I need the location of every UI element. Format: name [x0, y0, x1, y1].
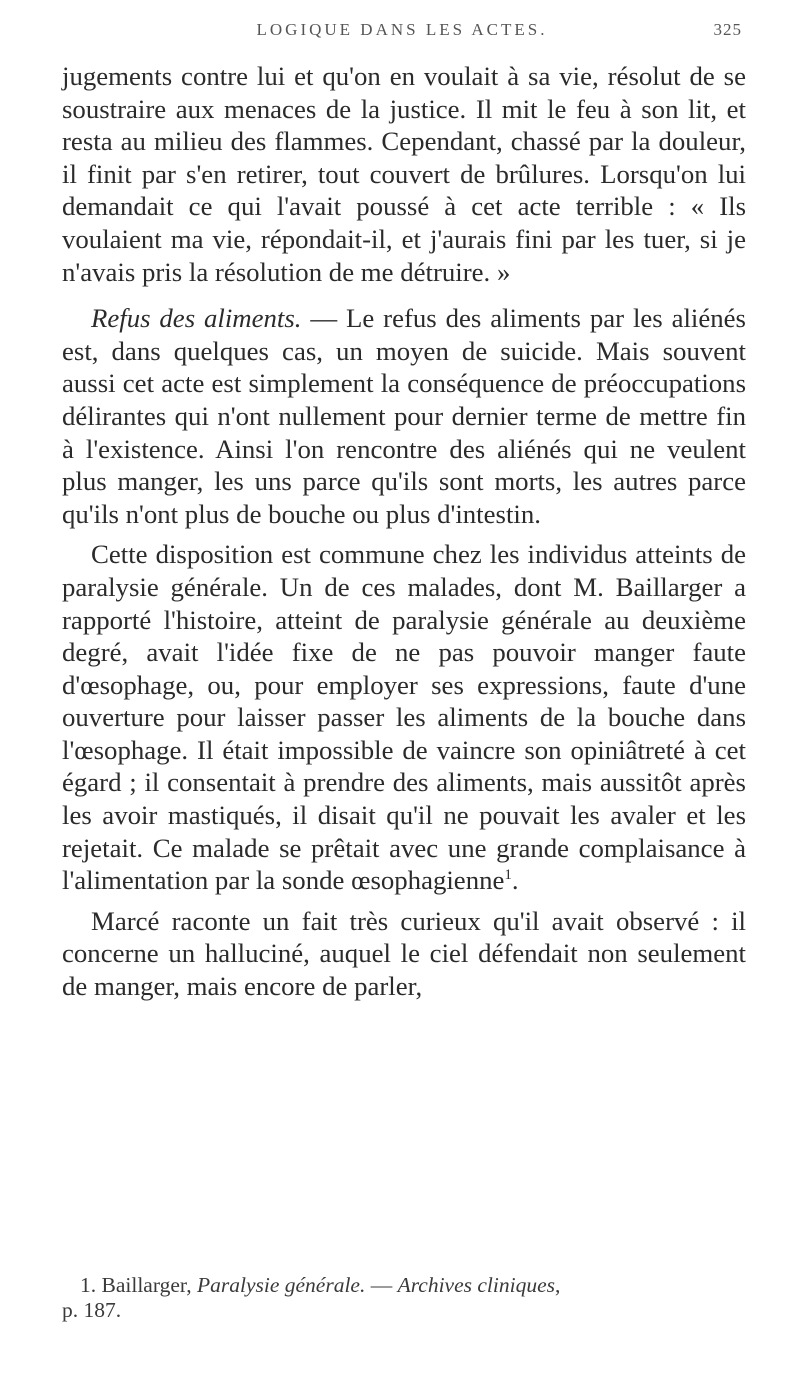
- running-title: LOGIQUE DANS LES ACTES.: [256, 20, 548, 39]
- paragraph-2: [62, 302, 746, 530]
- footnote-number: 1.: [80, 1273, 97, 1297]
- footnote-pages: p. 187.: [62, 1298, 122, 1322]
- footnote-author: Baillarger,: [96, 1273, 197, 1297]
- footnote-reference[interactable]: 1: [504, 867, 512, 884]
- running-head: [62, 20, 742, 50]
- paragraph-3: [62, 538, 746, 897]
- section-heading-refus-des-aliments: Refus des aliments.: [91, 303, 302, 334]
- footnote-separator: —: [365, 1273, 398, 1297]
- paragraph-1: jugements contre lui et qu'on en voulait à sa vie, résolut de se soustraire aux menaces de la justice. Il mit le feu à son lit, et resta au milieu des flammes. Cependant, chassé par la douleur, il finit par s'en retirer, tout couvert de brûlures. Lorsqu'on lui demandait ce qui l'avait poussé à cet acte terrible : « Ils voulaient ma vie, répondait-il, et j'aurais fini par les tuer, si je n'avais pris la résolution de me détruire. »: [62, 61, 746, 287]
- body-text: [62, 60, 746, 1003]
- paragraph-3-end: .: [511, 865, 519, 896]
- page-number: 325: [713, 20, 742, 39]
- footnote: [62, 1273, 746, 1323]
- footnote-tail: ,: [555, 1273, 561, 1297]
- footnote-title: Paralysie générale.: [196, 1273, 366, 1297]
- paragraph-2-text: — Le refus des aliments par les aliénés est, dans quelques cas, un moyen de suicide. Mais souvent aussi cet acte est simplement la conséquence de préoccupations délirantes qui n'ont nullement pour dernier terme de mettre fin à l'existence. Ainsi l'on rencontre des aliénés qui ne veulent plus manger, les uns parce qu'ils sont morts, les autres parce qu'ils n'ont plus de bouche ou plus d'intestin.: [62, 303, 746, 529]
- footnote-line-1: [80, 1273, 746, 1298]
- paragraph-4: Marcé raconte un fait très curieux qu'il avait observé : il concerne un halluciné, auquel le ciel défendait non seulement de manger, mais encore de parler,: [62, 905, 746, 1002]
- footnote-journal: Archives cliniques: [397, 1273, 556, 1297]
- paragraph-3-text: Cette disposition est commune chez les individus atteints de paralysie générale. Un de ces malades, dont M. Baillarger a rapporté l'histoire, atteint de paralysie générale au deuxième degré, avait l'idée fixe de ne pas pouvoir manger faute d'œsophage, ou, pour employer ses expressions, faute d'une ouverture pour laisser passer les aliments de la bouche dans l'œsophage. Il était impossible de vaincre son opiniâtreté à cet égard ; il consentait à prendre des aliments, mais aussitôt après les avoir mastiqués, il disait qu'il ne pouvait les avaler et les rejetait. Ce malade se prêtait avec une grande complaisance à l'alimentation par la sonde œsophagienne: [62, 539, 746, 896]
